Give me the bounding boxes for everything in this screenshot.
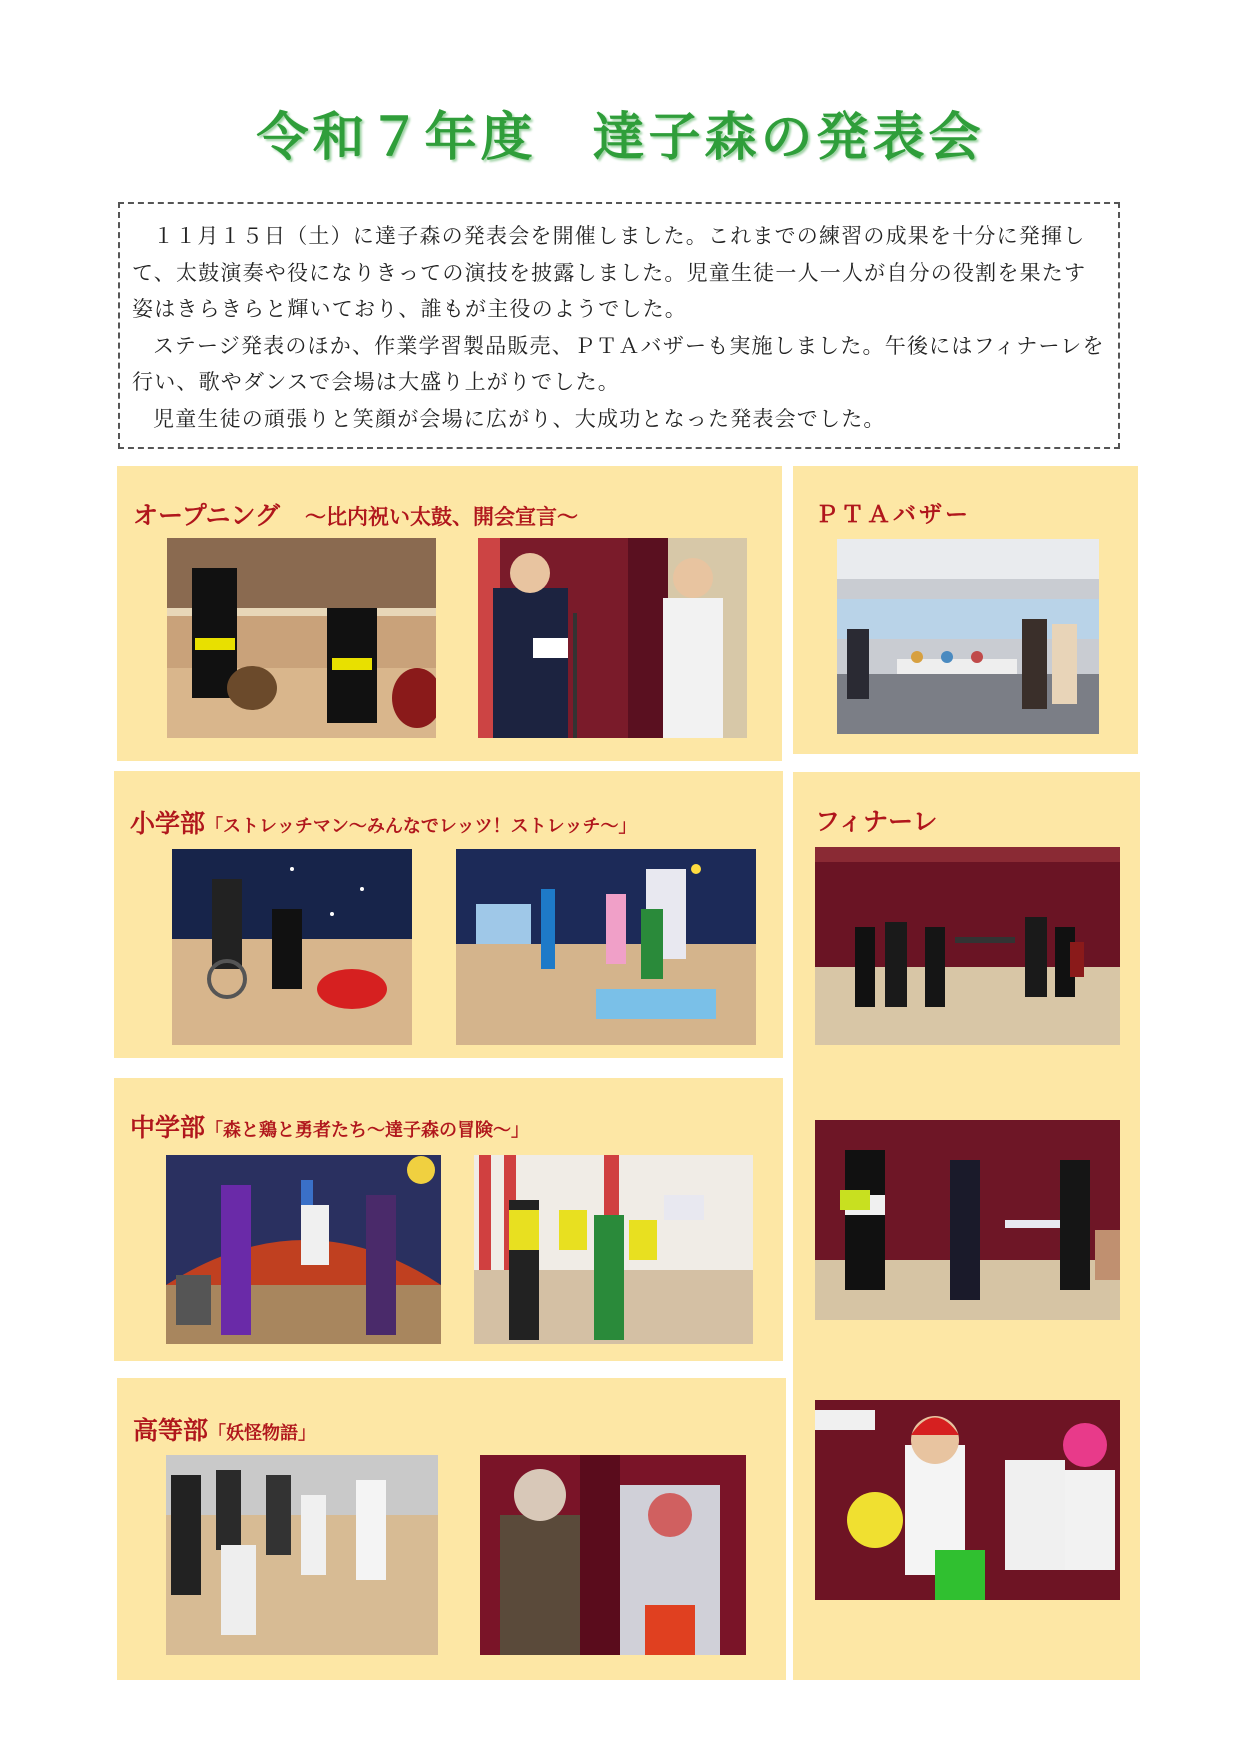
high-photo-2 xyxy=(480,1455,746,1655)
intro-paragraph: 児童生徒の頑張りと笑顔が会場に広がり、大成功となった発表会でした。 xyxy=(153,406,886,431)
finale-heading: フィナーレ xyxy=(815,807,938,836)
page-title: 令和７年度 達子森の発表会 xyxy=(256,108,985,168)
bazaar-panel xyxy=(793,466,1138,754)
elementary-photo-1 xyxy=(172,849,412,1045)
opening-heading: オープニング ～比内祝い太鼓、開会宣言～ xyxy=(133,501,579,530)
elementary-photo-2 xyxy=(456,849,756,1045)
intro-paragraph: ステージ発表のほか、作業学習製品販売、ＰＴＡバザーも実施しました。午後にはフィナーレを行い、歌やダンスで会場は大盛り上がりでした。 xyxy=(132,333,1105,394)
junior-heading: 中学部「森と鶏と勇者たち～達子森の冒険～」 xyxy=(130,1113,530,1142)
elementary-panel xyxy=(114,771,783,1058)
opening-photo-speech xyxy=(478,538,747,738)
junior-panel xyxy=(114,1078,783,1361)
elementary-heading: 小学部「ストレッチマン～みんなでレッツ！ストレッチ～」 xyxy=(130,809,637,838)
finale-photo-3 xyxy=(815,1400,1120,1600)
junior-photo-2 xyxy=(474,1155,753,1344)
opening-photo-drums xyxy=(167,538,436,738)
opening-panel xyxy=(117,466,782,761)
high-panel xyxy=(117,1378,786,1680)
intro-box xyxy=(118,202,1120,449)
high-heading: 高等部「妖怪物語」 xyxy=(133,1416,317,1445)
bazaar-photo xyxy=(837,539,1099,734)
junior-photo-1 xyxy=(166,1155,441,1344)
finale-panel xyxy=(793,772,1140,1680)
intro-paragraph: １１月１５日（土）に達子森の発表会を開催しました。これまでの練習の成果を十分に発揮して、太鼓演奏や役になりきっての演技を披露しました。児童生徒一人一人が自分の役割を果たす姿はきらきらと輝いており、誰もが主役のようでした。 xyxy=(132,224,1087,321)
bazaar-heading: ＰＴＡバザー xyxy=(815,502,971,528)
finale-photo-2 xyxy=(815,1120,1120,1320)
finale-photo-1 xyxy=(815,847,1120,1045)
high-photo-1 xyxy=(166,1455,438,1655)
